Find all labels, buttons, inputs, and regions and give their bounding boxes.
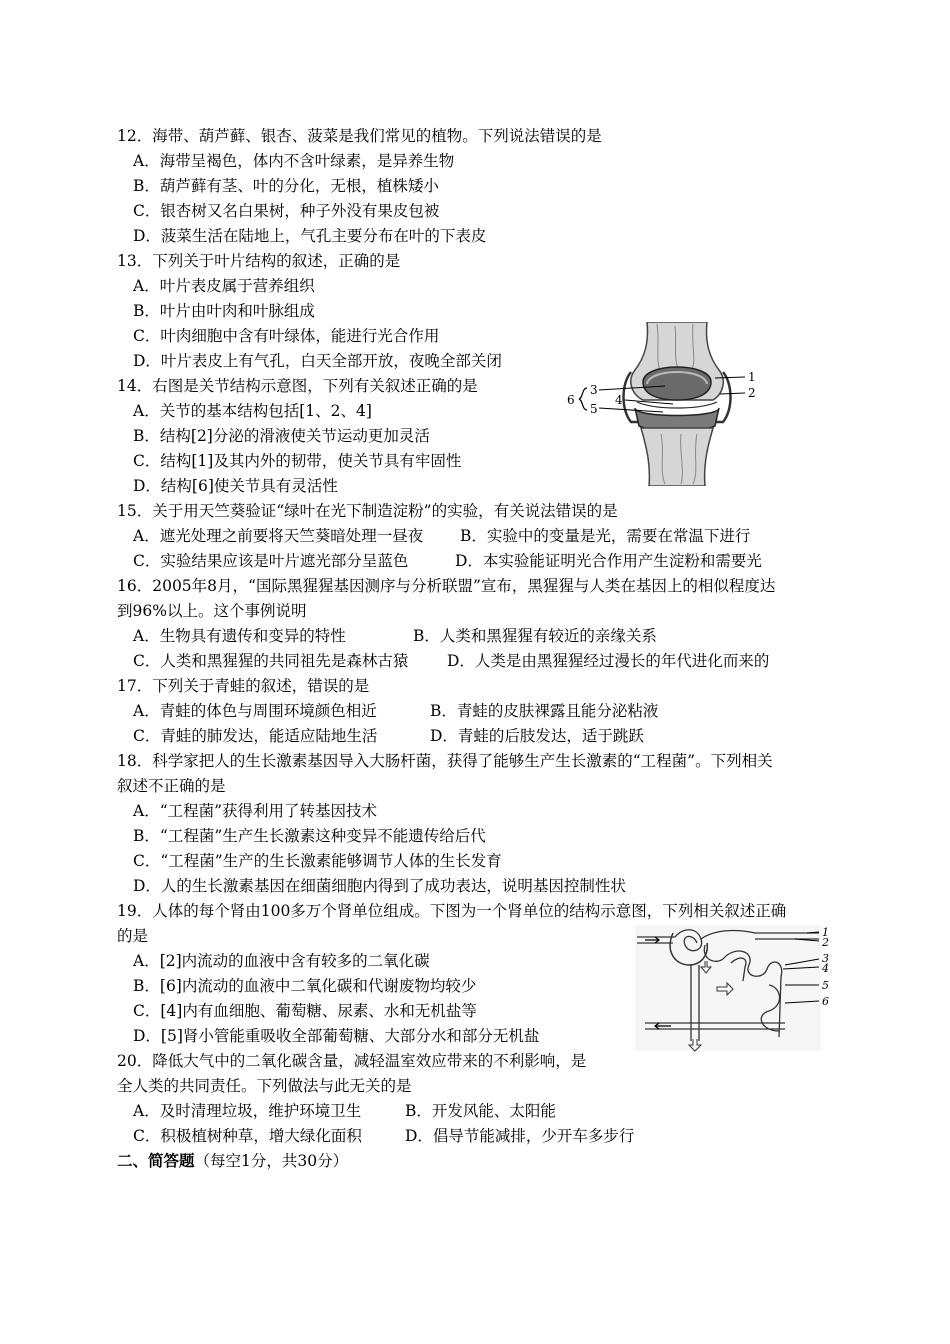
q14-option-b: B．结构[2]分泌的滑液使关节运动更加灵活 bbox=[133, 427, 430, 445]
q19-option-c: C．[4]内有血细胞、葡萄糖、尿素、水和无机盐等 bbox=[133, 1002, 477, 1020]
q17-option-a: A．青蛙的体色与周围环境颜色相近 bbox=[133, 702, 377, 720]
q16-option-b: B．人类和黑猩猩有较近的亲缘关系 bbox=[413, 627, 657, 645]
lower-bone bbox=[641, 428, 713, 486]
section-2-heading bbox=[117, 1150, 348, 1172]
joint-label-5: 5 bbox=[590, 402, 598, 416]
q12-option-a: A．海带呈褐色，体内不含叶绿素，是异养生物 bbox=[133, 152, 455, 170]
q14-option-c: C．结构[1]及其内外的韧带，使关节具有牢固性 bbox=[133, 452, 462, 470]
nephron-label-1: 1 bbox=[822, 926, 829, 939]
q17-option-b: B．青蛙的皮肤裸露且能分泌粘液 bbox=[430, 702, 659, 720]
q16-stem-line2: 到96%以上。这个事例说明 bbox=[117, 602, 307, 620]
brace bbox=[579, 388, 587, 410]
q13-option-b: B．叶片由叶肉和叶脉组成 bbox=[133, 302, 315, 320]
nephron-label-5: 5 bbox=[822, 979, 829, 992]
joint-label-4: 4 bbox=[615, 393, 623, 407]
nephron-structure-figure bbox=[635, 925, 835, 1057]
joint-label-3: 3 bbox=[590, 383, 598, 397]
q15-stem: 15．关于用天竺葵验证“绿叶在光下制造淀粉”的实验，有关说法错误的是 bbox=[117, 502, 618, 520]
q15-option-c: C．实验结果应该是叶片遮光部分呈蓝色 bbox=[133, 552, 409, 570]
q12-stem: 12．海带、葫芦藓、银杏、菠菜是我们常见的植物。下列说法错误的是 bbox=[117, 127, 602, 145]
q12-option-d: D．菠菜生活在陆地上，气孔主要分布在叶的下表皮 bbox=[133, 227, 487, 245]
section-2-title: 二、简答题 bbox=[117, 1151, 195, 1170]
q13-option-d: D．叶片表皮上有气孔，白天全部开放，夜晚全部关闭 bbox=[133, 352, 502, 370]
q17-option-c: C．青蛙的肺发达，能适应陆地生活 bbox=[133, 727, 378, 745]
q17-option-d: D．青蛙的后肢发达，适于跳跃 bbox=[430, 727, 644, 745]
nephron-label-6: 6 bbox=[822, 995, 829, 1008]
q20-stem-line2: 全人类的共同责任。下列做法与此无关的是 bbox=[117, 1077, 412, 1095]
q15-option-b: B．实验中的变量是光，需要在常温下进行 bbox=[460, 527, 751, 545]
joint-cavity bbox=[637, 402, 717, 408]
q20-option-a: A．及时清理垃圾，维护环境卫生 bbox=[133, 1102, 362, 1120]
q17-stem: 17．下列关于青蛙的叙述，错误的是 bbox=[117, 677, 370, 695]
joint-label-2: 2 bbox=[748, 386, 756, 400]
joint-label-6: 6 bbox=[567, 393, 575, 407]
q14-option-a: A．关节的基本结构包括[1、2、4] bbox=[133, 402, 372, 420]
q20-option-d: D．倡导节能减排，少开车多步行 bbox=[405, 1127, 635, 1145]
q19-stem-line2: 的是 bbox=[117, 927, 149, 945]
leader-line-2 bbox=[720, 393, 745, 394]
q13-option-a: A．叶片表皮属于营养组织 bbox=[133, 277, 315, 295]
q16-option-a: A．生物具有遗传和变异的特性 bbox=[133, 627, 346, 645]
q16-stem-line1: 16．2005年8月，“国际黑猩猩基因测序与分析联盟”宣布，黑猩猩与人类在基因上的相似程度达 bbox=[117, 577, 776, 595]
q18-option-d: D．人的生长激素基因在细菌细胞内得到了成功表达，说明基因控制性状 bbox=[133, 877, 626, 895]
q15-option-d: D．本实验能证明光合作用产生淀粉和需要光 bbox=[455, 552, 762, 570]
q20-option-c: C．积极植树种草，增大绿化面积 bbox=[133, 1127, 362, 1145]
q20-option-b: B．开发风能、太阳能 bbox=[405, 1102, 556, 1120]
q12-option-b: B．葫芦藓有茎、叶的分化，无根，植株矮小 bbox=[133, 177, 439, 195]
q13-stem: 13．下列关于叶片结构的叙述，正确的是 bbox=[117, 252, 401, 270]
q13-option-c: C．叶肉细胞中含有叶绿体，能进行光合作用 bbox=[133, 327, 440, 345]
q19-option-b: B．[6]内流动的血液中二氧化碳和代谢废物均较少 bbox=[133, 977, 477, 995]
section-2-note: （每空1分，共30分） bbox=[194, 1152, 349, 1170]
q12-option-c: C．银杏树又名白果树，种子外没有果皮包被 bbox=[133, 202, 440, 220]
nephron-label-4: 4 bbox=[822, 962, 829, 975]
q18-stem-line1: 18．科学家把人的生长激素基因导入大肠杆菌，获得了能够生产生长激素的“工程菌”。下列相关 bbox=[117, 752, 773, 770]
q20-stem-line1: 20．降低大气中的二氧化碳含量，减轻温室效应带来的不利影响，是 bbox=[117, 1052, 587, 1070]
q19-option-a: A．[2]内流动的血液中含有较多的二氧化碳 bbox=[133, 952, 430, 970]
joint-structure-figure bbox=[565, 322, 765, 486]
leader-line-5 bbox=[599, 408, 663, 412]
nephron-label-3: 3 bbox=[822, 952, 829, 965]
q16-option-c: C．人类和黑猩猩的共同祖先是森林古猿 bbox=[133, 652, 409, 670]
q18-option-a: A．“工程菌”获得利用了转基因技术 bbox=[133, 802, 378, 820]
q18-option-b: B．“工程菌”生产生长激素这种变异不能遗传给后代 bbox=[133, 827, 486, 845]
q14-option-d: D．结构[6]使关节具有灵活性 bbox=[133, 477, 338, 495]
q18-stem-line2: 叙述不正确的是 bbox=[117, 777, 226, 795]
q19-stem-line1: 19．人体的每个肾由100多万个肾单位组成。下图为一个肾单位的结构示意图，下列相关叙述正确 bbox=[117, 902, 787, 920]
q15-option-a: A．遮光处理之前要将天竺葵暗处理一昼夜 bbox=[133, 527, 424, 545]
q16-option-d: D．人类是由黑猩猩经过漫长的年代进化而来的 bbox=[447, 652, 770, 670]
joint-label-1: 1 bbox=[748, 370, 756, 384]
nephron-label-2: 2 bbox=[822, 936, 829, 949]
q14-stem: 14．右图是关节结构示意图，下列有关叙述正确的是 bbox=[117, 377, 478, 395]
q18-option-c: C．“工程菌”生产的生长激素能够调节人体的生长发育 bbox=[133, 852, 502, 870]
q19-option-d: D．[5]肾小管能重吸收全部葡萄糖、大部分水和部分无机盐 bbox=[133, 1027, 540, 1045]
